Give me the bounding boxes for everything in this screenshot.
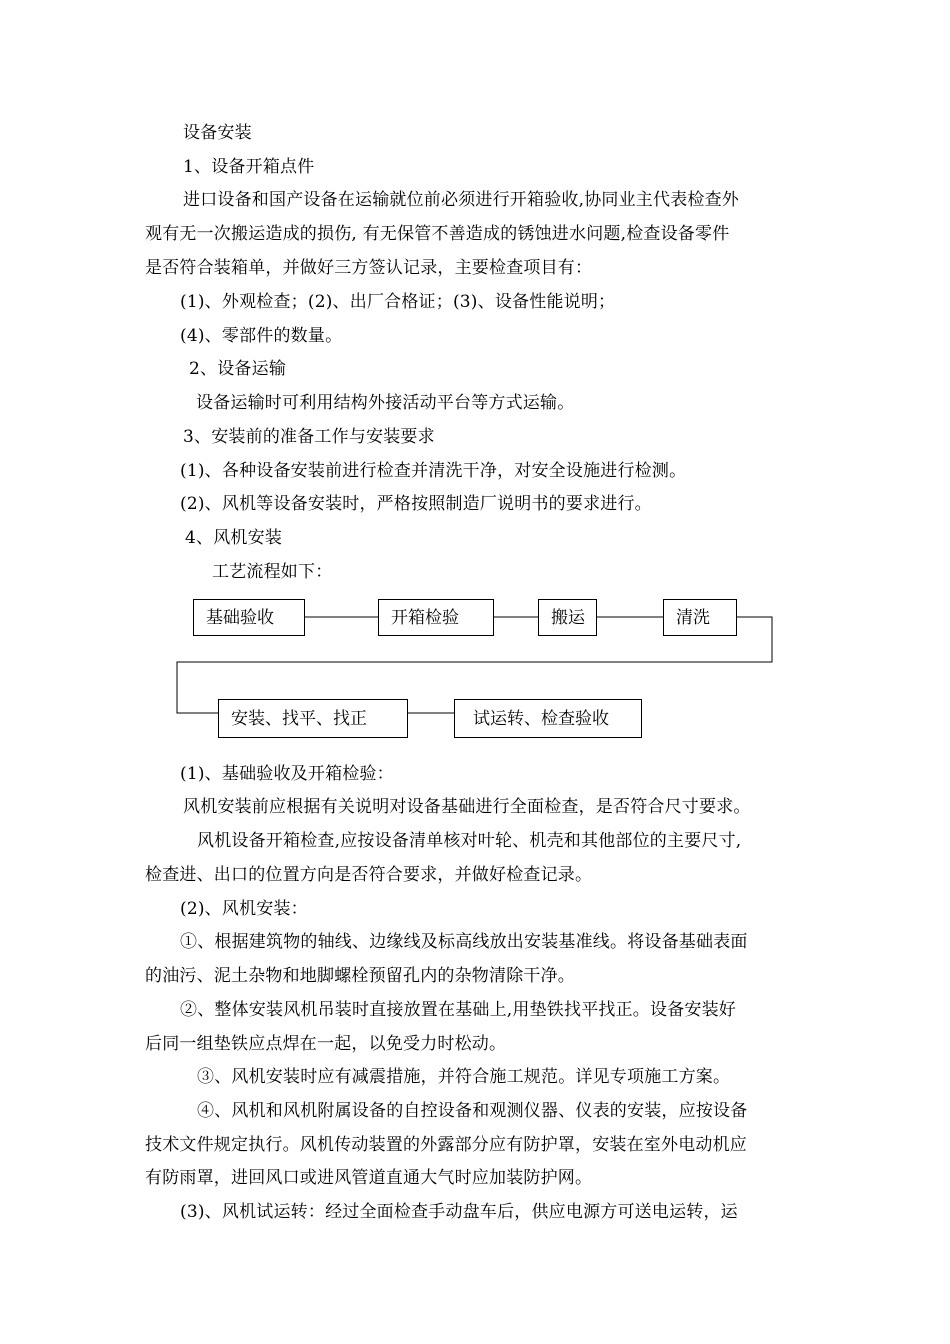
paragraph-line: 设备运输时可利用结构外接活动平台等方式运输。 <box>196 393 575 413</box>
heading-transport: 2、设备运输 <box>189 359 287 379</box>
heading-preparation: 3、安装前的准备工作与安装要求 <box>183 427 435 447</box>
paragraph-line: 进口设备和国产设备在运输就位前必须进行开箱验收,协同业主代表检查外 <box>183 190 740 210</box>
paragraph-line: 观有无一次搬运造成的损伤, 有无保管不善造成的锈蚀进水问题,检查设备零件 <box>145 224 730 244</box>
flow-step-trial-run-acceptance: 试运转、检查验收 <box>454 699 642 738</box>
subheading: (1)、基础验收及开箱检验： <box>180 764 394 784</box>
paragraph-line: 有防雨罩，进回风口或进风管道直通大气时应加装防护网。 <box>145 1168 593 1188</box>
flow-step-install-level-align: 安装、找平、找正 <box>218 699 408 738</box>
paragraph-line: 检查进、出口的位置方向是否符合要求，并做好检查记录。 <box>145 865 593 885</box>
paragraph-line: 是否符合装箱单，并做好三方签认记录，主要检查项目有： <box>145 258 593 278</box>
list-item: (2)、风机等设备安装时，严格按照制造厂说明书的要求进行。 <box>180 494 652 514</box>
paragraph-line: 后同一组垫铁应点焊在一起，以免受力时松动。 <box>145 1034 507 1054</box>
paragraph-line: 的油污、泥土杂物和地脚螺栓预留孔内的杂物清除干净。 <box>145 966 575 986</box>
heading-unpacking: 1、设备开箱点件 <box>183 157 315 177</box>
flow-step-transport: 搬运 <box>538 599 597 636</box>
paragraph-line: 技术文件规定执行。风机传动装置的外露部分应有防护罩，安装在室外电动机应 <box>145 1135 747 1155</box>
section-title: 设备安装 <box>183 123 252 143</box>
list-item: (1)、外观检查；(2)、出厂合格证；(3)、设备性能说明； <box>180 292 616 312</box>
paragraph-line: 风机安装前应根据有关说明对设备基础进行全面检查，是否符合尺寸要求。 <box>183 797 751 817</box>
subheading: (2)、风机安装： <box>180 899 308 919</box>
paragraph-line: ③、风机安装时应有减震措施，并符合施工规范。详见专项施工方案。 <box>197 1067 731 1087</box>
flow-step-unpacking-inspection: 开箱检验 <box>378 599 494 636</box>
list-item: (4)、零部件的数量。 <box>180 326 343 346</box>
paragraph-line: ④、风机和风机附属设备的自控设备和观测仪器、仪表的安装，应按设备 <box>197 1101 748 1121</box>
flow-intro: 工艺流程如下： <box>212 562 333 582</box>
paragraph-line: 风机设备开箱检查,应按设备清单核对叶轮、机壳和其他部位的主要尺寸, <box>197 831 742 851</box>
paragraph-line: ②、整体安装风机吊装时直接放置在基础上,用垫铁找平找正。设备安装好 <box>180 1000 737 1020</box>
list-item: (1)、各种设备安装前进行检查并清洗干净，对安全设施进行检测。 <box>180 461 687 481</box>
paragraph-line: (3)、风机试运转：经过全面检查手动盘车后，供应电源方可送电运转，运 <box>180 1202 738 1222</box>
flow-step-foundation-acceptance: 基础验收 <box>193 599 305 636</box>
flow-step-cleaning: 清洗 <box>663 599 737 636</box>
paragraph-line: ①、根据建筑物的轴线、边缘线及标高线放出安装基准线。将设备基础表面 <box>180 932 748 952</box>
heading-fan-installation: 4、风机安装 <box>185 528 283 548</box>
